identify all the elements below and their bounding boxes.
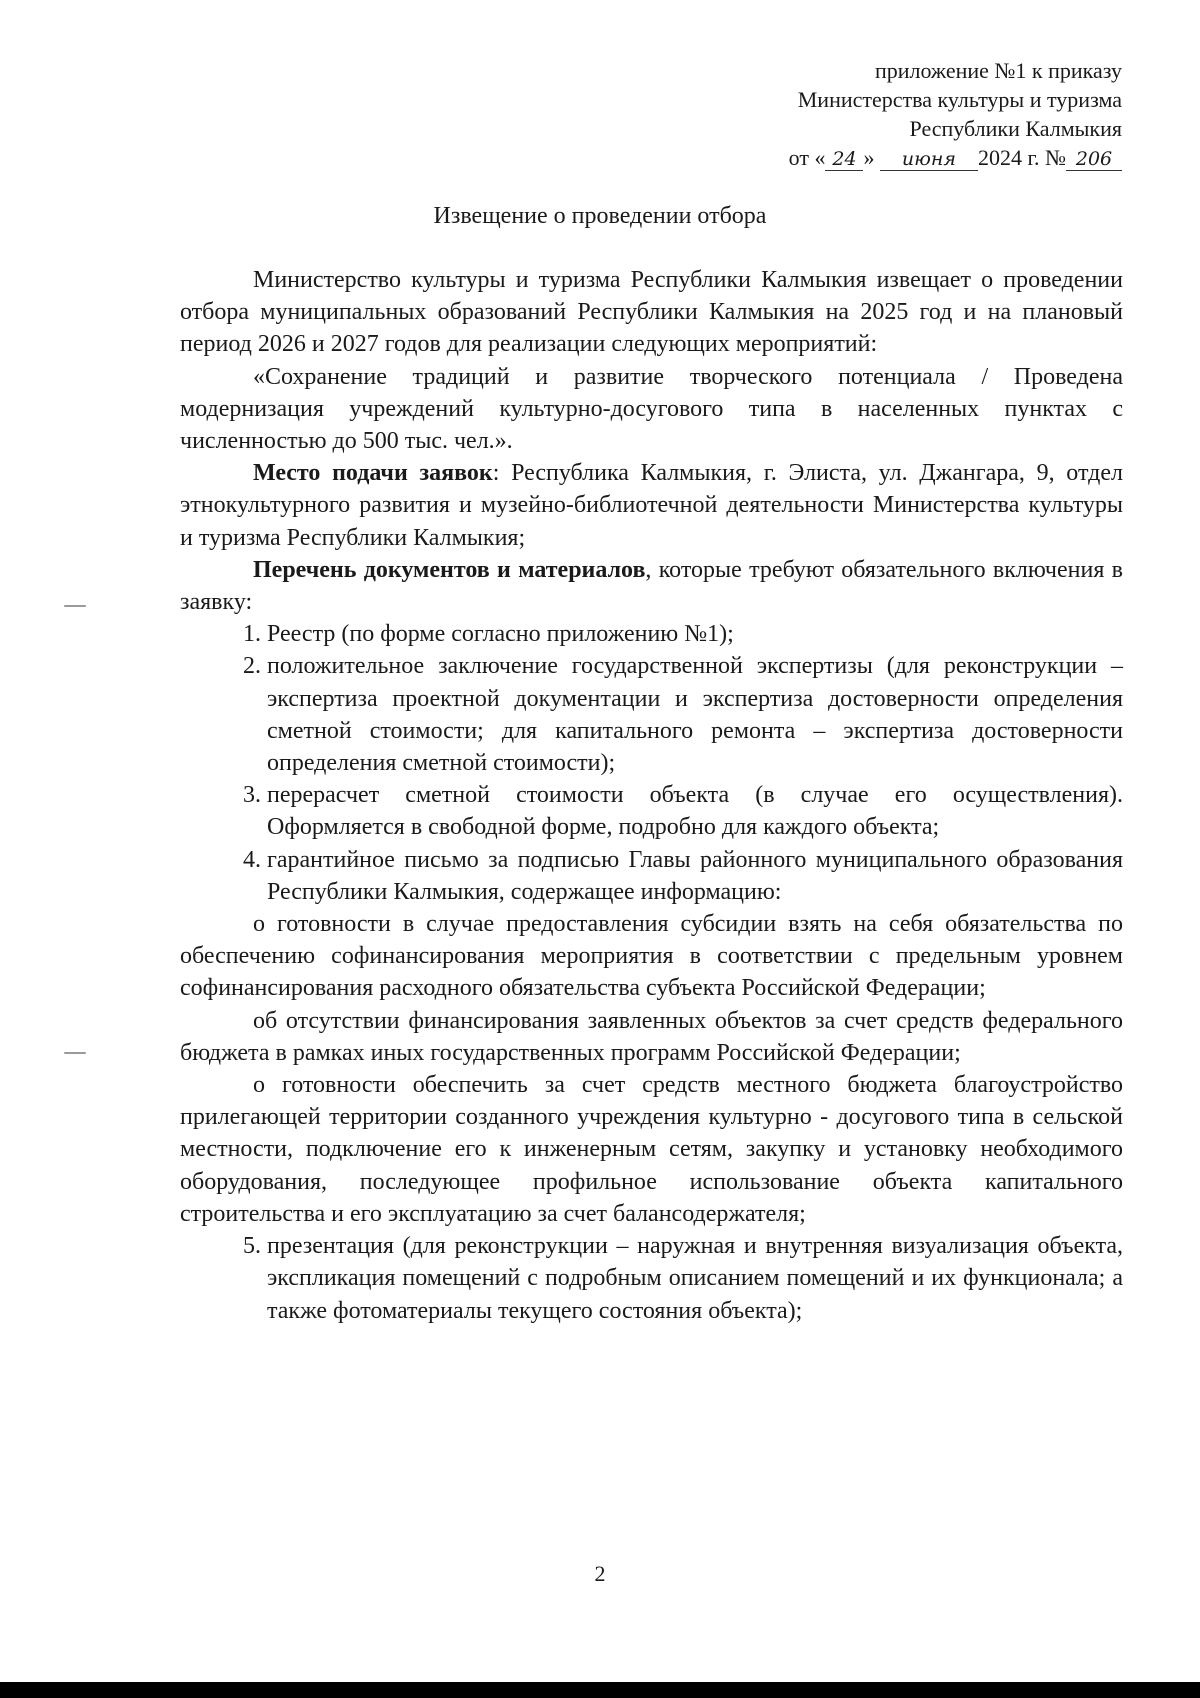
document-body (180, 264, 1123, 1327)
guarantee-paragraph: об отсутствии финансирования заявленных объектов за счет средств федерального бюджета в рамках иных государственных программ Российской Федерации; (180, 1007, 1123, 1066)
date-mid: » (863, 145, 875, 170)
list-item (180, 618, 1123, 650)
list-item (180, 844, 1123, 908)
list-item (180, 1230, 1123, 1327)
guarantee-paragraph: о готовности обеспечить за счет средств местного бюджета благоустройство прилегающей территории созданного учреждения культурно - досугового типа в сельской местности, подключение его к инженерным сетям, закупку и установку необходимого оборудования, последующее профильное использование объекта капитального строительства и его эксплуатацию за счет балансодержателя; (180, 1072, 1123, 1227)
date-day: 24 (825, 148, 863, 171)
place-label: Место подачи заявок (253, 460, 493, 487)
scan-speck (64, 605, 86, 607)
scan-bottom-edge (0, 1682, 1200, 1698)
date-year: 2024 г. № (977, 145, 1066, 170)
place-text: : Республика Калмыкия, г. Элиста, ул. Джангара, 9, отдел этнокультурного развития и музейно-библиотечной деятельности Министерства культуры и туризма Республики Калмыкия; (180, 460, 1123, 551)
header-line: Республики Калмыкия (909, 116, 1122, 141)
place-paragraph (180, 457, 1123, 554)
list-item-number: 4. (243, 846, 261, 873)
list-item-text: перерасчет сметной стоимости объекта (в случае его осуществления). Оформляется в свободной форме, подробно для каждого объекта; (267, 782, 1123, 841)
list-item-text: презентация (для реконструкции – наружная и внутренняя визуализация объекта, экспликация помещений с подробным описанием помещений и их функционала; а также фотоматериалы текущего состояния объекта); (267, 1233, 1123, 1324)
doc-number: 206 (1066, 148, 1122, 171)
page-number: 2 (594, 1561, 606, 1586)
guarantee-paragraph: о готовности в случае предоставления субсидии взять на себя обязательства по обеспечению софинансирования мероприятия в соответствии с предельным уровнем софинансирования расходного обязательства субъекта Российской Федерации; (180, 911, 1123, 1002)
date-prefix: от « (788, 145, 826, 170)
list-item-number: 2. (243, 653, 261, 680)
list-item-number: 3. (243, 782, 261, 809)
list-item (180, 779, 1123, 843)
docs-text: , которые требуют обязательного включения в заявку: (180, 556, 1124, 616)
docs-label: Перечень документов и материалов (253, 556, 646, 583)
documents-list-continued (180, 1230, 1123, 1327)
docs-paragraph (180, 554, 1123, 618)
list-item-text: Реестр (по форме согласно приложению №1); (267, 621, 734, 648)
list-item-number: 5. (243, 1233, 261, 1260)
event-paragraph: «Сохранение традиций и развитие творческого потенциала / Проведена модернизация учреждений культурно-досугового типа в населенных пунктах с численностью до 500 тыс. чел.». (180, 363, 1123, 455)
list-item-text: гарантийное письмо за подписью Главы районного муниципального образования Республики Калмыкия, содержащее информацию: (267, 846, 1123, 905)
date-month: июня (880, 148, 978, 171)
scan-speck (64, 1052, 86, 1054)
documents-list (180, 618, 1123, 908)
header-line: Министерства культуры и туризма (797, 87, 1122, 112)
list-item-text: положительное заключение государственной экспертизы (для реконструкции – экспертиза проектной документации и экспертиза достоверности определения сметной стоимости; для капитального ремонта – экспертиза достоверности определения сметной стоимости); (267, 653, 1123, 777)
document-title: Извещение о проведении отбора (433, 203, 767, 229)
header-line: приложение №1 к приказу (874, 58, 1122, 83)
list-item-number: 1. (243, 621, 261, 648)
appendix-header (602, 56, 1122, 172)
header-date-line (602, 143, 1122, 172)
list-item (180, 650, 1123, 779)
intro-paragraph: Министерство культуры и туризма Республики Калмыкия извещает о проведении отбора муниципальных образований Республики Калмыкия на 2025 год и на плановый период 2026 и 2027 годов для реализации следующих мероприятий: (180, 267, 1123, 358)
